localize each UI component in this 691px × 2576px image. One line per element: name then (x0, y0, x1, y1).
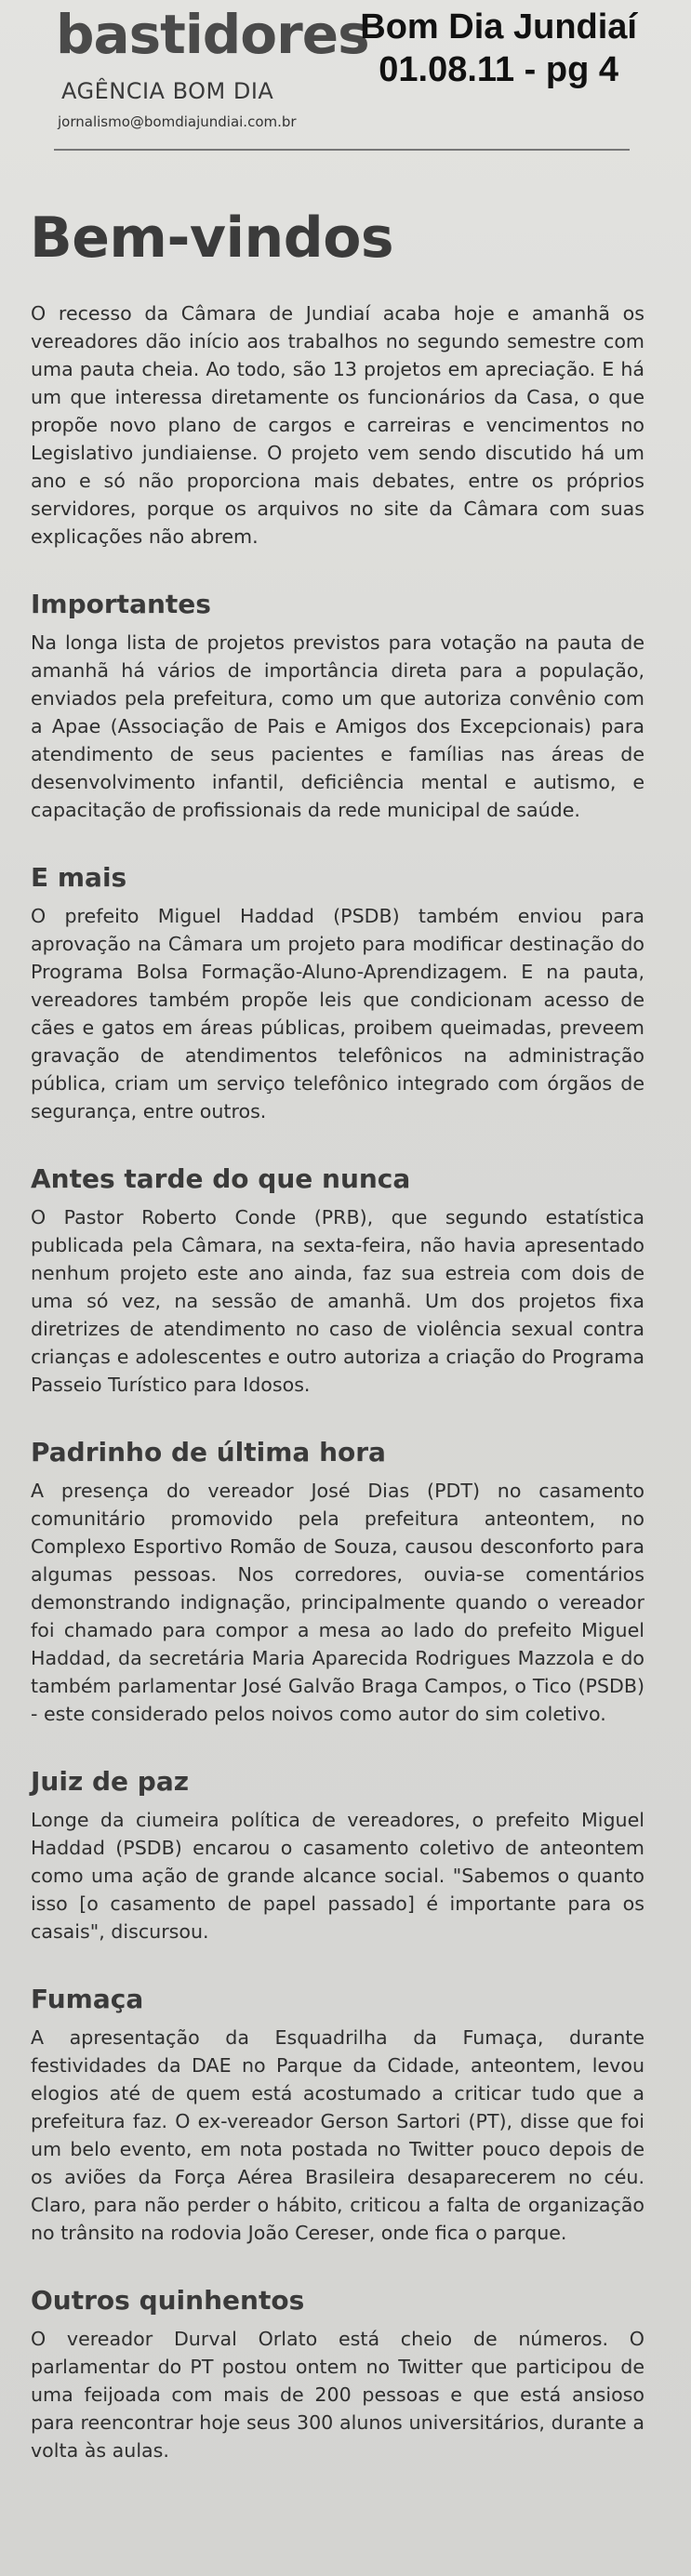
section-heading: Padrinho de última hora (31, 1437, 386, 1467)
section-e-mais (28, 861, 663, 1125)
article-title: Bem-vindos (30, 206, 394, 271)
section-text: O prefeito Miguel Haddad (PSDB) também enviou para aprovação na Câmara um projeto para modificar destinação do Programa Bolsa Formação-Aluno-Aprendizagem. E na pauta, vereadores também propõe leis que condicionam acesso de cães e gatos em áreas públicas, proibem queimadas, preveem gravação de atendimentos telefônicos na administração pública, criam um serviço telefônico integrado com órgãos de segurança, entre outros. (31, 905, 644, 1122)
section-outros-quinhentos (28, 2284, 663, 2464)
column-brand: bastidores (56, 3, 369, 66)
section-text: Longe da ciumeira política de vereadores, o prefeito Miguel Haddad (PSDB) encarou o casamento coletivo de anteontem como uma ação de grande alcance social. "Sabemos o quanto isso [o casamento de papel passado] é importante para os casais", discursou. (31, 1809, 644, 1943)
article-intro: O recesso da Câmara de Jundiaí acaba hoje e amanhã os vereadores dão início aos trabalhos no segundo semestre com uma pauta cheia. Ao todo, são 13 projetos em apreciação. E há um que interessa diretamente os funcionários da Casa, o que propõe novo plano de cargos e carreiras e vencimentos no Legislativo jundiaiense. O projeto vem sendo discutido há um ano e só não proporciona mais debates, entre os próprios servidores, porque os arquivos no site da Câmara com suas explicações não abrem. (31, 302, 644, 548)
agency-name: AGÊNCIA BOM DIA (61, 78, 274, 104)
section-text: O Pastor Roberto Conde (PRB), que segundo estatística publicada pela Câmara, na sexta-feira, não havia apresentado nenhum projeto este ano ainda, faz sua estreia com dois de uma só vez, na sessão de amanhã. Um dos projetos fixa diretrizes de atendimento no caso de violência sexual contra crianças e adolescentes e outro autoriza a criação do Programa Passeio Turístico para Idosos. (31, 1206, 644, 1396)
section-heading: Importantes (31, 589, 211, 619)
section-juiz-de-paz (28, 1765, 663, 1945)
column-header (28, 0, 663, 156)
section-heading: Antes tarde do que nunca (31, 1163, 411, 1194)
stamp-date-page: 01.08.11 - pg 4 (379, 50, 618, 89)
section-heading: E mais (31, 862, 127, 893)
section-padrinho (28, 1436, 663, 1728)
section-heading: Outros quinhentos (31, 2285, 305, 2316)
section-importantes (28, 588, 663, 824)
section-heading: Fumaça (31, 1984, 144, 2014)
clipping-stamp (360, 6, 637, 91)
header-divider (54, 149, 630, 151)
contact-email: jornalismo@bomdiajundiai.com.br (58, 113, 297, 130)
section-text: O vereador Durval Orlato está cheio de números. O parlamentar do PT postou ontem no Twitter que participou de uma feijoada com mais de 200 pessoas e que está ansioso para reencontrar hoje seus 300 alunos universitários, durante a volta às aulas. (31, 2328, 644, 2462)
stamp-newspaper: Bom Dia Jundiaí (360, 7, 637, 46)
section-text: Na longa lista de projetos previstos para votação na pauta de amanhã há vários de importância direta para a população, enviados pela prefeitura, como um que autoriza convênio com a Apae (Associação de Pais e Amigos dos Excepcionais) para atendimento de seus pacientes e famílias nas áreas de desenvolvimento infantil, deficiência mental e autismo, e capacitação de profissionais da rede municipal de saúde. (31, 631, 644, 821)
section-text: A presença do vereador José Dias (PDT) no casamento comunitário promovido pela prefeitura anteontem, no Complexo Esportivo Romão de Souza, causou desconforto para algumas pessoas. Nos corredores, ouvia-se comentários demonstrando indignação, principalmente quando o vereador foi chamado para compor a mesa ao lado do prefeito Miguel Haddad, da secretária Maria Aparecida Rodrigues Mazzola e do também parlamentar José Galvão Braga Campos, o Tico (PSDB) - este considerado pelos noivos como autor do sim coletivo. (31, 1480, 644, 1725)
section-antes-tarde (28, 1162, 663, 1399)
section-heading: Juiz de paz (31, 1766, 190, 1797)
section-text: A apresentação da Esquadrilha da Fumaça, durante festividades da DAE no Parque da Cidade, anteontem, levou elogios até de quem está acostumado a criticar tudo que a prefeitura faz. O ex-vereador Gerson Sartori (PT), disse que foi um belo evento, em nota postada no Twitter pouco depois de os aviões da Força Aérea Brasileira desaparecerem no céu. Claro, para não perder o hábito, criticou a falta de organização no trânsito na rodovia João Cereser, onde fica o parque. (31, 2026, 644, 2244)
section-fumaca (28, 1983, 663, 2247)
